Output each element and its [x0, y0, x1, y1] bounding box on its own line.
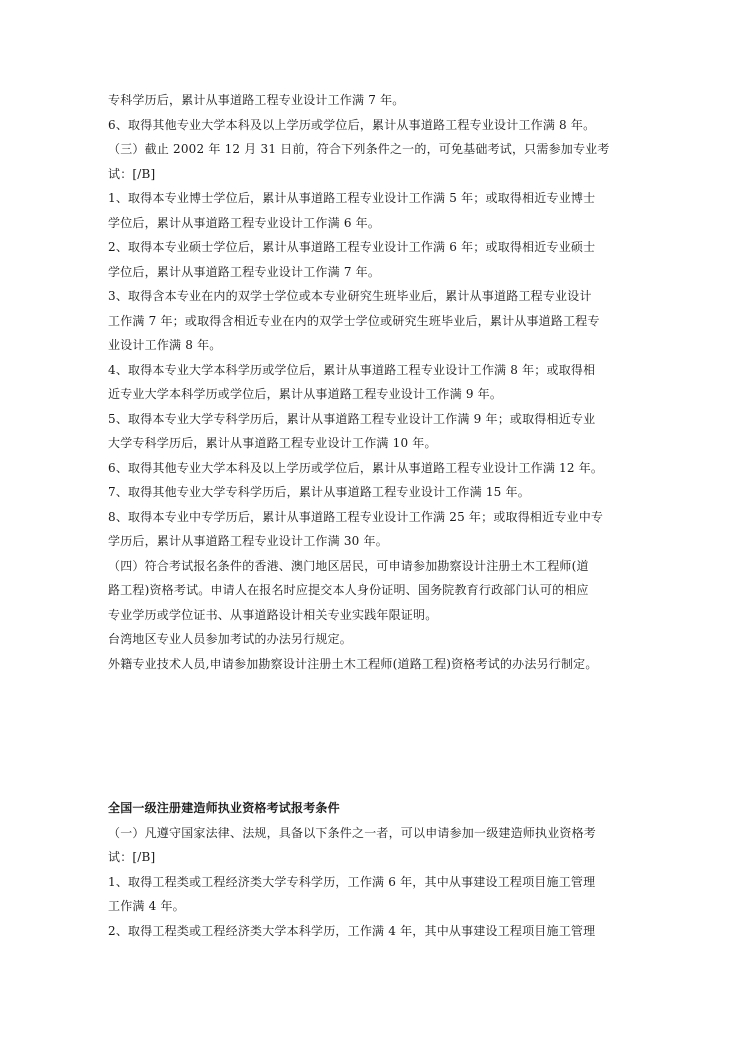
paragraph-line: 1、取得工程类或工程经济类大学专科学历，工作满 6 年，其中从事建设工程项目施工管理: [108, 874, 596, 889]
paragraph-line: 6、取得其他专业大学本科及以上学历或学位后，累计从事道路工程专业设计工作满 12 年。: [108, 460, 604, 475]
section-gap: [108, 676, 668, 796]
paragraph-line: 外籍专业技术人员,申请参加勘察设计注册土木工程师(道路工程)资格考试的办法另行制定。: [108, 656, 598, 671]
paragraph-line: 专科学历后，累计从事道路工程专业设计工作满 7 年。: [108, 93, 405, 107]
paragraph-line: 5、取得本专业大学专科学历后，累计从事道路工程专业设计工作满 9 年；或取得相近专业: [108, 411, 596, 426]
paragraph-line: 台湾地区专业人员参加考试的办法另行规定。: [108, 632, 353, 646]
paragraph-line: 专业学历或学位证书、从事道路设计相关专业实践年限证明。: [108, 607, 438, 622]
paragraph-line: 学位后，累计从事道路工程专业设计工作满 7 年。: [108, 264, 381, 279]
paragraph-line: 8、取得本专业中专学历后，累计从事道路工程专业设计工作满 25 年；或取得相近专业中专: [108, 509, 604, 524]
document-page: [108, 88, 668, 943]
paragraph-line: 6、取得其他专业大学本科及以上学历或学位后，累计从事道路工程专业设计工作满 8 年。: [108, 117, 596, 132]
paragraph-line: 2、取得工程类或工程经济类大学本科学历，工作满 4 年，其中从事建设工程项目施工管理: [108, 923, 596, 938]
paragraph-line: （三）截止 2002 年 12 月 31 日前，符合下列条件之一的，可免基础考试，只需参加专业考: [108, 142, 610, 156]
paragraph-line: （四）符合考试报名条件的香港、澳门地区居民，可申请参加勘察设计注册土木工程师(道: [108, 558, 589, 573]
paragraph-line: 7、取得其他专业大学专科学历后，累计从事道路工程专业设计工作满 15 年。: [108, 485, 530, 499]
paragraph-line: 大学专科学历后，累计从事道路工程专业设计工作满 10 年。: [108, 436, 437, 450]
paragraph-line: 近专业大学本科学历或学位后，累计从事道路工程专业设计工作满 9 年。: [108, 387, 503, 401]
paragraph-line: （一）凡遵守国家法律、法规，具备以下条件之一者，可以申请参加一级建造师执业资格考: [108, 825, 597, 840]
paragraph-line: 学历后，累计从事道路工程专业设计工作满 30 年。: [108, 534, 388, 548]
paragraph-line: 3、取得含本专业在内的双学士学位或本专业研究生班毕业后，累计从事道路工程专业设计: [108, 289, 592, 303]
paragraph-line: 工作满 7 年；或取得含相近专业在内的双学士学位或研究生班毕业后，累计从事道路工程专: [108, 313, 600, 328]
paragraph-line: 4、取得本专业大学本科学历或学位后，累计从事道路工程专业设计工作满 8 年；或取得相: [108, 362, 596, 377]
paragraph-line: 2、取得本专业硕士学位后，累计从事道路工程专业设计工作满 6 年；或取得相近专业硕士: [108, 240, 596, 254]
paragraph-line: 路工程)资格考试。申请人在报名时应提交本人身份证明、国务院教育行政部门认可的相应: [108, 583, 589, 597]
paragraph-line: 学位后，累计从事道路工程专业设计工作满 6 年。: [108, 215, 381, 230]
section-constructor-conditions: [108, 796, 668, 943]
paragraph-line: 业设计工作满 8 年。: [108, 338, 222, 352]
paragraph-line: 试：[/B]: [108, 166, 156, 181]
paragraph-line: 试：[/B]: [108, 850, 156, 864]
paragraph-line: 1、取得本专业博士学位后，累计从事道路工程专业设计工作满 5 年；或取得相近专业博士: [108, 191, 596, 205]
paragraph-line: 工作满 4 年。: [108, 899, 185, 913]
section-heading: 全国一级注册建造师执业资格考试报考条件: [108, 801, 340, 815]
section-road-engineering-conditions: [108, 88, 668, 676]
